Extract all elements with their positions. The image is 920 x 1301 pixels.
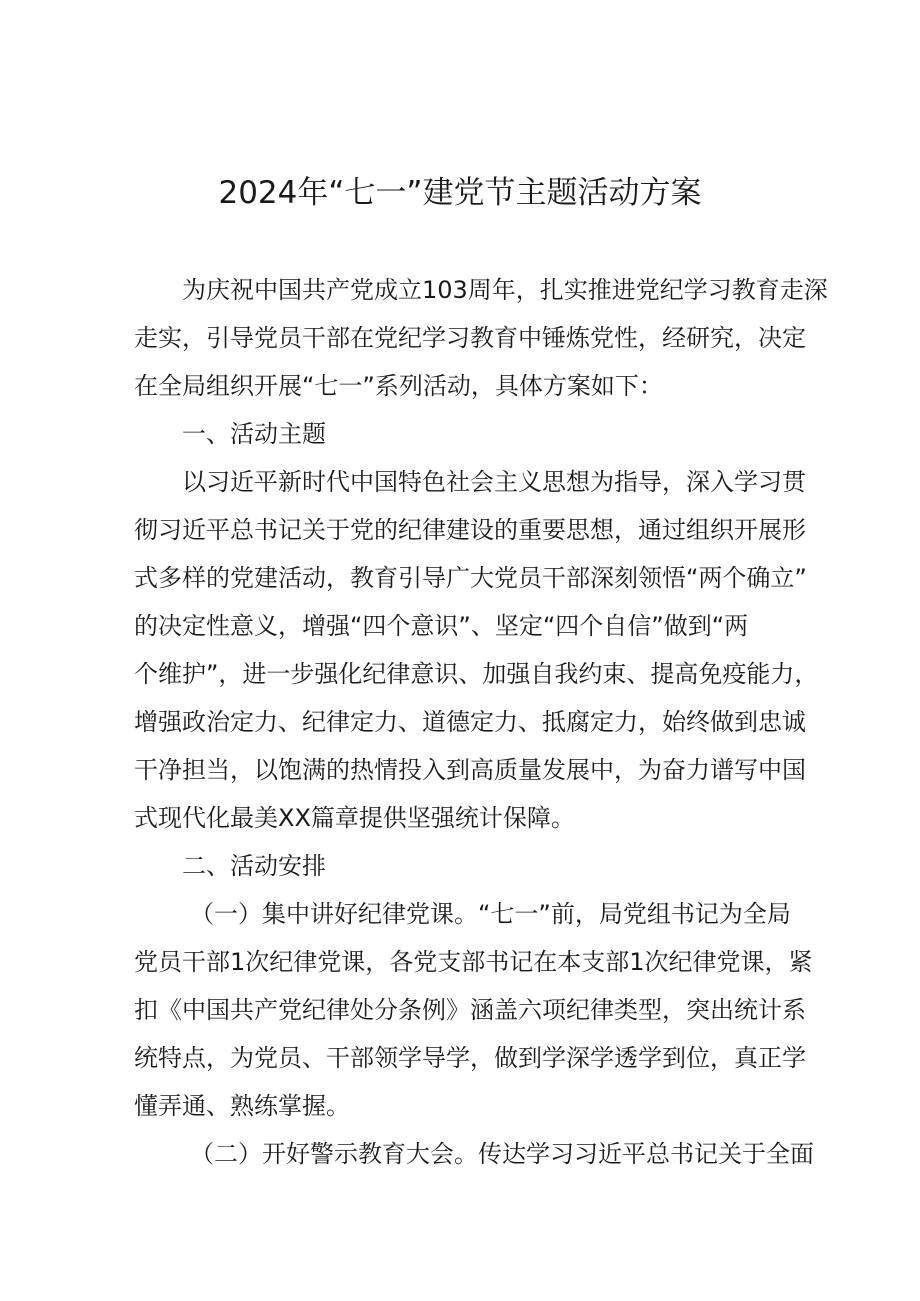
paragraph-theme-line-6: 增强政治定力、纪律定力、道德定力、抵腐定力，始终做到忠诚	[134, 708, 806, 736]
document-body	[134, 266, 828, 1178]
paragraph-intro-line-3: 在全局组织开展“七一”系列活动，具体方案如下：	[134, 372, 663, 400]
paragraph-item-1-line-2: 党员干部1次纪律党课，各党支部书记在本支部1次纪律党课，紧	[134, 948, 813, 976]
paragraph-theme-line-1: 以习近平新时代中国特色社会主义思想为指导，深入学习贯	[182, 468, 806, 496]
paragraph-theme-line-2: 彻习近平总书记关于党的纪律建设的重要思想，通过组织开展形	[134, 516, 806, 544]
document-title: 2024年“七一”建党节主题活动方案	[218, 175, 702, 211]
paragraph-intro-line-1: 为庆祝中国共产党成立103周年，扎实推进党纪学习教育走深	[182, 276, 828, 304]
paragraph-theme-line-7: 干净担当，以饱满的热情投入到高质量发展中，为奋力谱写中国	[134, 756, 806, 784]
paragraph-intro-line-2: 走实，引导党员干部在党纪学习教育中锤炼党性，经研究，决定	[134, 324, 806, 352]
paragraph-theme-line-3: 式多样的党建活动，教育引导广大党员干部深刻领悟“两个确立”	[134, 564, 807, 592]
paragraph-item-1-line-1: （一）集中讲好纪律党课。“七一”前，局党组书记为全局	[190, 900, 791, 928]
paragraph-item-1-line-3: 扣《中国共产党纪律处分条例》涵盖六项纪律类型，突出统计系	[134, 996, 806, 1024]
section-heading-arrangement: 二、活动安排	[182, 852, 326, 880]
paragraph-theme-line-8: 式现代化最美XX篇章提供坚强统计保障。	[134, 804, 575, 832]
paragraph-theme-line-5: 个维护”，进一步强化纪律意识、加强自我约束、提高免疫能力，	[134, 660, 819, 688]
paragraph-item-2-line-1: （二）开好警示教育大会。传达学习习近平总书记关于全面	[190, 1140, 814, 1168]
paragraph-item-1-line-4: 统特点，为党员、干部领学导学，做到学深学透学到位，真正学	[134, 1044, 806, 1072]
paragraph-item-1-line-5: 懂弄通、熟练掌握。	[134, 1092, 350, 1120]
section-heading-theme: 一、活动主题	[182, 420, 326, 448]
paragraph-theme-line-4: 的决定性意义，增强“四个意识”、坚定“四个自信”做到“两	[134, 612, 749, 640]
